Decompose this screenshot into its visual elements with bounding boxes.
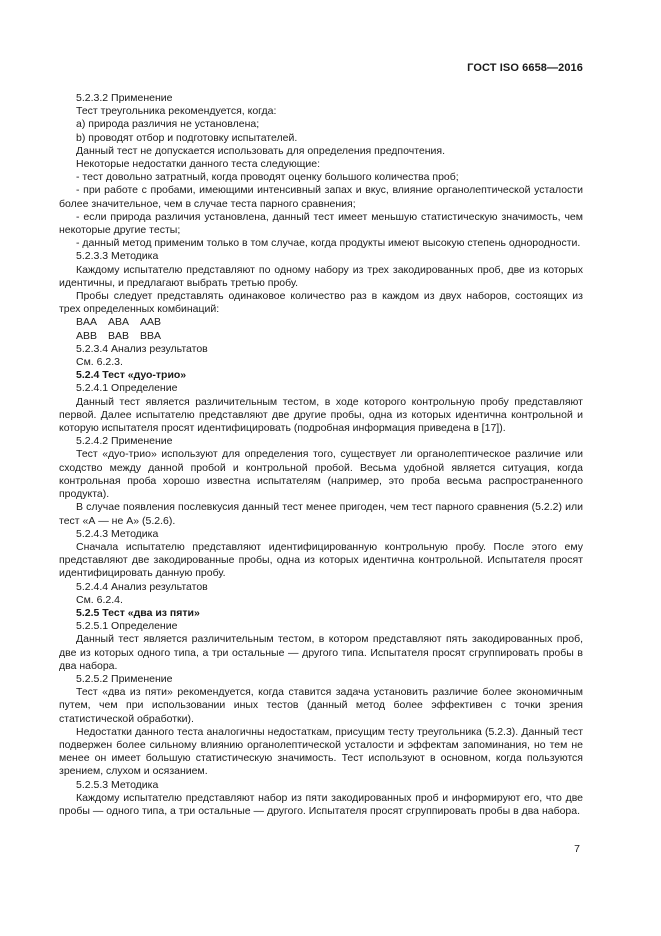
section-heading: 5.2.5 Тест «два из пяти» [76, 606, 200, 619]
paragraph: Сначала испытателю представляют идентифицированную контрольную пробу. После этого ему представляют две закодированные пробы, одна из которых идентична контрольной. Испытателя просят идентифицировать данную пробу. [59, 540, 583, 580]
page-number: 7 [574, 843, 580, 855]
paragraph: В случае появления послевкусия данный тест менее пригоден, чем тест парного сравнения (5.2.2) или тест «А — не А» (5.2.6). [59, 501, 583, 527]
paragraph: Недостатки данного теста аналогичны недостаткам, присущим тесту треугольника (5.2.3). Данный тест подвержен более сильному влиянию органолептической усталости и эффектам запоминания, но тем не менее он имеет большую статистическую значимость. Тест используют в основном, когда пользуются зрением, слухом и осязанием. [59, 725, 583, 778]
subsection-heading: 5.2.3.2 Применение [76, 92, 173, 104]
subsection-heading: 5.2.3.4 Анализ результатов [76, 342, 208, 355]
subsection-heading: 5.2.4.4 Анализ результатов [76, 580, 208, 593]
paragraph: См. 6.2.4. [76, 593, 123, 606]
subsection-heading: 5.2.5.1 Определение [76, 620, 178, 633]
paragraph: Тест «два из пяти» рекомендуется, когда ставится задача установить различие более экономичным путем, чем при использовании иных тестов (данный метод более эффективен с точки зрения статистической обработки). [59, 686, 583, 725]
subsection-heading: 5.2.4.2 Применение [76, 435, 173, 448]
section-heading: 5.2.4 Тест «дуо-трио» [76, 369, 187, 382]
combination-code: BAB [108, 329, 130, 342]
paragraph: Данный тест не допускается использовать для определения предпочтения. [76, 144, 445, 157]
combination-code: BBA [140, 329, 162, 342]
paragraph: Каждому испытателю представляют набор из пяти закодированных проб и информируют его, что две пробы — одного типа, а три остальные — другого. Испытателя просят сгруппировать пробы в два набора. [59, 791, 583, 817]
list-item: - данный метод применим только в том случае, когда продукты имеют высокую степень однородности. [76, 237, 581, 250]
paragraph: Данный тест является различительным тестом, в ходе которого контрольную пробу представляют первой. Далее испытателю представляют две другие пробы, одна из которых идентична контрольной и которую испытателя просят идентифицировать (подробная информация приведена в [17]). [59, 395, 583, 435]
paragraph: Некоторые недостатки данного теста следующие: [76, 158, 321, 171]
page-body [59, 92, 583, 818]
paragraph: Тест «дуо-трио» используют для определения того, существует ли органолептическое различие или сходство между данной пробой и контрольной пробой. Весьма удобной является ситуация, когда контрольная проба хорошо известна испытателям (например, это проба весьма распространенного продукта). [59, 448, 583, 501]
combination-code: AAB [140, 316, 162, 329]
combination-code: ABB [76, 329, 98, 342]
paragraph: Тест треугольника рекомендуется, когда: [76, 105, 277, 118]
list-item: b) проводят отбор и подготовку испытателей. [76, 131, 298, 144]
list-item: - тест довольно затратный, когда проводят оценку большого количества проб; [76, 171, 459, 184]
paragraph: Каждому испытателю представляют по одному набору из трех закодированных проб, две из которых идентичны, и предлагают выбрать третью пробу. [59, 263, 583, 289]
combination-code: ABA [108, 316, 130, 329]
subsection-heading: 5.2.4.1 Определение [76, 382, 178, 395]
paragraph: Данный тест является различительным тестом, в котором представляют пять закодированных проб, две из которых одного типа, а три остальные — другого типа. Испытателя просят сгруппировать пробы в два набора. [59, 633, 583, 672]
subsection-heading: 5.2.5.3 Методика [76, 778, 159, 791]
combination-row [59, 316, 583, 329]
list-item: - при работе с пробами, имеющими интенсивный запах и вкус, влияние органолептической усталости более значительное, чем в случае теста парного сравнения; [59, 184, 583, 210]
subsection-heading: 5.2.4.3 Методика [76, 527, 159, 540]
paragraph: Пробы следует представлять одинаковое количество раз в каждом из двух наборов, состоящих из трех определенных комбинаций: [59, 290, 583, 316]
paragraph: См. 6.2.3. [76, 356, 123, 369]
combination-row [59, 330, 583, 343]
list-item: a) природа различия не установлена; [76, 118, 260, 131]
list-item: - если природа различия установлена, данный тест имеет меньшую статистическую значимость, чем некоторые другие тесты; [59, 210, 583, 237]
subsection-heading: 5.2.5.2 Применение [76, 672, 173, 685]
subsection-heading: 5.2.3.3 Методика [76, 250, 159, 263]
document-code: ГОСТ ISO 6658—2016 [467, 62, 583, 74]
combination-code: BAA [76, 316, 98, 329]
